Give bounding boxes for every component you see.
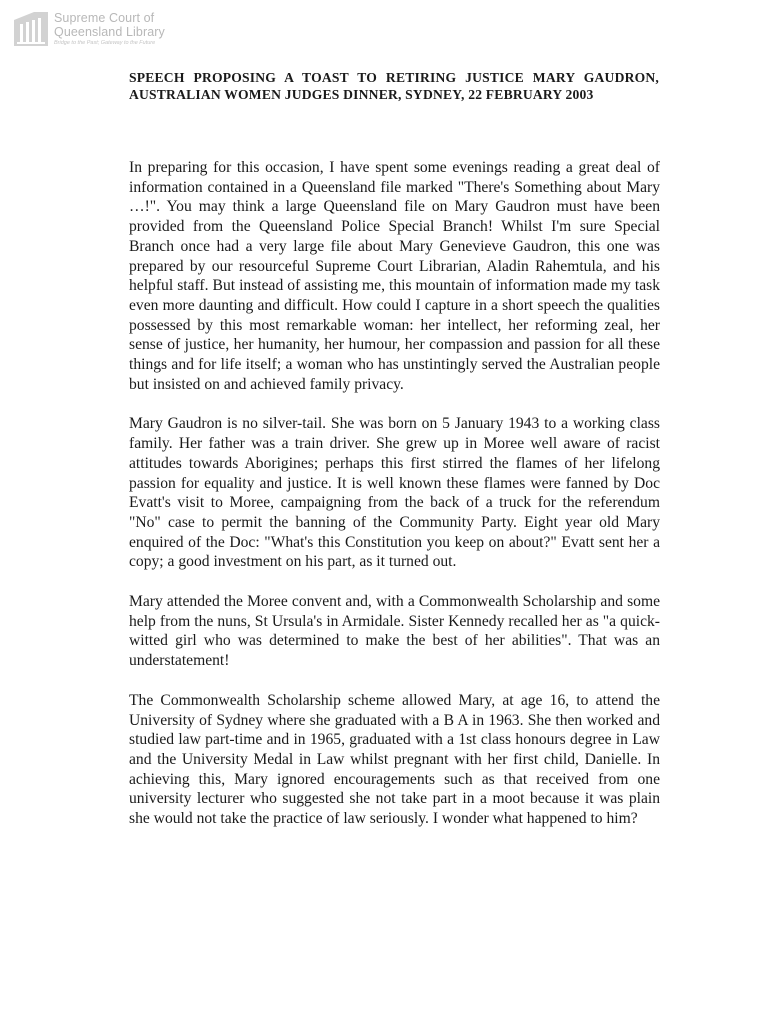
logo-line-2: Queensland Library: [54, 24, 165, 39]
document-title: SPEECH PROPOSING A TOAST TO RETIRING JUSTICE MARY GAUDRON, AUSTRALIAN WOMEN JUDGES DINNER, SYDNEY, 22 FEBRUARY 2003: [129, 70, 659, 102]
document-body: [129, 158, 660, 849]
paragraph: In preparing for this occasion, I have spent some evenings reading a great deal of information contained in a Queensland file marked "There's Something about Mary …!". You may think a large Queensland file on Mary Gaudron must have been provided from the Queensland Police Special Branch! Whilst I'm sure Special Branch once had a very large file about Mary Genevieve Gaudron, this one was prepared by our resourceful Supreme Court Librarian, Aladin Rahemtula, and his helpful staff. But instead of assisting me, this mountain of information made my task even more daunting and difficult. How could I capture in a short speech the qualities possessed by this most remarkable woman: her intellect, her reforming zeal, her sense of justice, her humanity, her humour, her compassion and passion for all these things and for life itself; a woman who has unstintingly served the Australian people but insisted on and achieved family privacy.: [129, 159, 660, 393]
logo-line-1: Supreme Court of: [54, 11, 155, 25]
paragraph: Mary Gaudron is no silver-tail. She was born on 5 January 1943 to a working class family. Her father was a train driver. She grew up in Moree well aware of racist attitudes towards Aborigines; perhaps this first stirred the flames of her lifelong passion for equality and justice. It is well known these flames were fanned by Doc Evatt's visit to Moree, campaigning from the back of a truck for the referendum "No" case to permit the banning of the Community Party. Eight year old Mary enquired of the Doc: "What's this Constitution you keep on about?" Evatt sent her a copy; a good investment on his part, as it turned out.: [129, 415, 660, 571]
paragraph: Mary attended the Moree convent and, with a Commonwealth Scholarship and some help from the nuns, St Ursula's in Armidale. Sister Kennedy recalled her as "a quick-witted girl who was determined to make the best of her abilities". That was an understatement!: [129, 593, 660, 670]
logo-tagline: Bridge to the Past; Gateway to the Future: [54, 40, 156, 46]
paragraph: The Commonwealth Scholarship scheme allowed Mary, at age 16, to attend the University of Sydney where she graduated with a B A in 1963. She then worked and studied law part-time and in 1965, graduated with a 1st class honours degree in Law and the University Medal in Law whilst pregnant with her first child, Danielle. In achieving this, Mary ignored encouragements such as that received from one university lecturer who suggested she not take part in a moot because it was plain she would not take the practice of law seriously. I wonder what happened to him?: [129, 691, 660, 828]
courthouse-icon: [14, 12, 48, 46]
library-logo: [14, 12, 165, 47]
